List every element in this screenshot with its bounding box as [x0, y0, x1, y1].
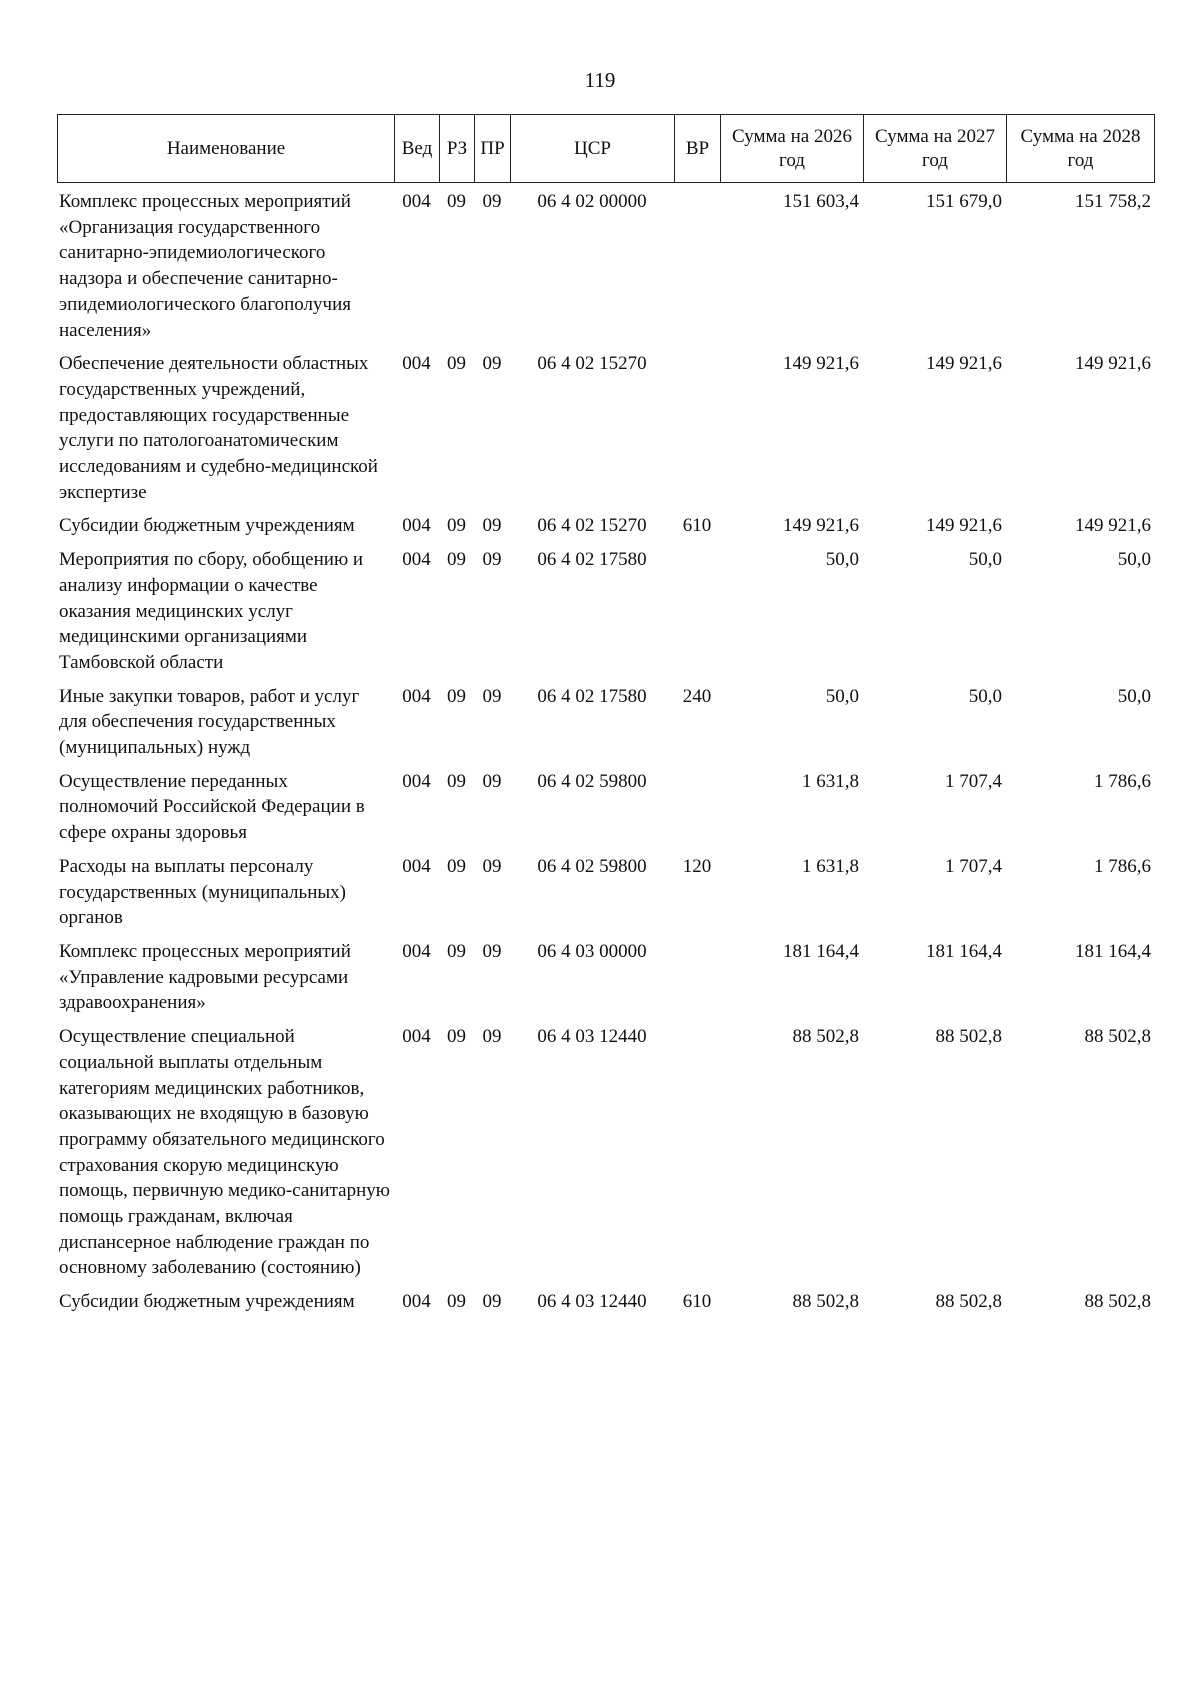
cell-sum-2027: 149 921,6	[926, 515, 1002, 537]
page-number: 119	[584, 68, 616, 92]
header-ved: Вед	[394, 115, 439, 182]
cell-pr: 09	[482, 549, 502, 571]
cell-pr: 09	[482, 191, 502, 212]
header-csr: ЦСР	[510, 115, 674, 182]
cell-pr: 09	[482, 855, 502, 877]
cell-sum-2026: 88 502,8	[792, 1291, 859, 1313]
cell-vr: 610	[682, 1291, 712, 1313]
cell-vr	[674, 933, 720, 1018]
cell-sum-2027: 88 502,8	[935, 1026, 1002, 1048]
cell-sum-2027: 149 921,6	[926, 353, 1002, 375]
header-rz: РЗ	[439, 115, 474, 182]
cell-name: Комплекс процессных мероприятий «Организация государственного санитарно-эпидемиологического надзора и обеспечение санитарно-эпидемиологического благополучия населения»	[59, 191, 351, 341]
cell-sum-2026: 181 164,4	[783, 940, 859, 962]
budget-table	[57, 114, 1155, 1317]
cell-sum-2026: 1 631,8	[802, 770, 859, 792]
cell-sum-2028: 149 921,6	[1075, 353, 1151, 375]
table-row	[57, 678, 1155, 763]
cell-pr: 09	[482, 1026, 502, 1048]
table-row	[57, 345, 1155, 507]
cell-ved: 004	[402, 1291, 431, 1313]
cell-sum-2026: 149 921,6	[783, 515, 859, 537]
cell-csr: 06 4 02 00000	[537, 191, 647, 212]
cell-name: Субсидии бюджетным учреждениям	[59, 515, 355, 537]
cell-sum-2028: 88 502,8	[1084, 1026, 1151, 1048]
cell-sum-2027: 50,0	[968, 685, 1002, 707]
table-body	[57, 183, 1155, 1317]
cell-vr	[674, 541, 720, 678]
cell-csr: 06 4 02 15270	[537, 515, 647, 537]
cell-rz: 09	[447, 515, 466, 537]
cell-sum-2028: 1 786,6	[1094, 770, 1151, 792]
cell-name: Обеспечение деятельности областных государственных учреждений, предоставляющих государственные услуги по патологоанатомическим исследованиям и судебно-медицинской экспертизе	[59, 353, 378, 503]
cell-sum-2026: 1 631,8	[802, 855, 859, 877]
cell-pr: 09	[482, 353, 502, 375]
cell-rz: 09	[447, 770, 466, 792]
cell-sum-2028: 151 758,2	[1075, 191, 1151, 212]
cell-csr: 06 4 03 00000	[537, 940, 647, 962]
cell-rz: 09	[447, 191, 466, 212]
cell-csr: 06 4 02 17580	[537, 549, 647, 571]
header-sum-2027: Сумма на 2027 год	[863, 115, 1006, 182]
cell-vr: 120	[682, 855, 712, 877]
cell-rz: 09	[447, 685, 466, 707]
cell-sum-2026: 149 921,6	[783, 353, 859, 375]
cell-pr: 09	[482, 685, 502, 707]
cell-ved: 004	[402, 1026, 431, 1048]
table-row	[57, 507, 1155, 541]
cell-pr: 09	[482, 1291, 502, 1313]
cell-sum-2026: 50,0	[825, 549, 859, 571]
table-row	[57, 763, 1155, 848]
cell-ved: 004	[402, 770, 431, 792]
cell-sum-2027: 1 707,4	[945, 770, 1002, 792]
cell-sum-2028: 149 921,6	[1075, 515, 1151, 537]
cell-sum-2028: 88 502,8	[1084, 1291, 1151, 1313]
cell-ved: 004	[402, 855, 431, 877]
table-header	[57, 114, 1155, 183]
cell-vr	[674, 183, 720, 345]
table-row	[57, 1283, 1155, 1317]
cell-vr	[674, 345, 720, 507]
table-row	[57, 848, 1155, 933]
cell-sum-2027: 50,0	[968, 549, 1002, 571]
cell-vr	[674, 763, 720, 848]
cell-name: Субсидии бюджетным учреждениям	[59, 1291, 355, 1313]
cell-sum-2028: 50,0	[1117, 685, 1151, 707]
header-vr: ВР	[674, 115, 720, 182]
cell-ved: 004	[402, 685, 431, 707]
cell-name: Осуществление специальной социальной выплаты отдельным категориям медицинских работников, оказывающих не входящую в базовую программу обязательного медицинского страхования скорую медицинскую помощь, первичную медико-санитарную помощь гражданам, включая диспансерное наблюдение граждан по основному заболеванию (состоянию)	[59, 1026, 390, 1279]
cell-sum-2028: 181 164,4	[1075, 940, 1151, 962]
cell-vr: 240	[682, 685, 712, 707]
cell-ved: 004	[402, 353, 431, 375]
cell-rz: 09	[447, 1026, 466, 1048]
cell-rz: 09	[447, 353, 466, 375]
cell-rz: 09	[447, 940, 466, 962]
cell-pr: 09	[482, 940, 502, 962]
table-row	[57, 541, 1155, 678]
cell-sum-2026: 151 603,4	[783, 191, 859, 212]
cell-csr: 06 4 03 12440	[537, 1026, 647, 1048]
table-row	[57, 1018, 1155, 1283]
cell-name: Расходы на выплаты персоналу государственных (муниципальных) органов	[59, 855, 346, 929]
cell-vr	[674, 1018, 720, 1283]
header-name: Наименование	[57, 115, 394, 182]
cell-sum-2028: 50,0	[1117, 549, 1151, 571]
header-pr: ПР	[474, 115, 510, 182]
cell-name: Мероприятия по сбору, обобщению и анализу информации о качестве оказания медицинских услуг медицинскими организациями Тамбовской области	[59, 549, 364, 673]
cell-ved: 004	[402, 515, 431, 537]
cell-rz: 09	[447, 855, 466, 877]
header-sum-2026: Сумма на 2026 год	[720, 115, 863, 182]
cell-sum-2027: 181 164,4	[926, 940, 1002, 962]
cell-rz: 09	[447, 1291, 466, 1313]
cell-sum-2027: 151 679,0	[926, 191, 1002, 212]
cell-pr: 09	[482, 515, 502, 537]
cell-ved: 004	[402, 191, 431, 212]
cell-vr: 610	[682, 515, 712, 537]
cell-name: Осуществление переданных полномочий Российской Федерации в сфере охраны здоровья	[59, 770, 365, 844]
cell-csr: 06 4 02 59800	[537, 770, 647, 792]
cell-pr: 09	[482, 770, 502, 792]
cell-csr: 06 4 02 59800	[537, 855, 647, 877]
table-row	[57, 183, 1155, 345]
table-row	[57, 933, 1155, 1018]
cell-name: Комплекс процессных мероприятий «Управление кадровыми ресурсами здравоохранения»	[59, 940, 351, 1014]
cell-sum-2027: 1 707,4	[945, 855, 1002, 877]
cell-sum-2028: 1 786,6	[1094, 855, 1151, 877]
cell-ved: 004	[402, 940, 431, 962]
cell-sum-2027: 88 502,8	[935, 1291, 1002, 1313]
cell-ved: 004	[402, 549, 431, 571]
cell-name: Иные закупки товаров, работ и услуг для обеспечения государственных (муниципальных) нужд	[59, 685, 360, 759]
cell-sum-2026: 88 502,8	[792, 1026, 859, 1048]
cell-sum-2026: 50,0	[825, 685, 859, 707]
cell-rz: 09	[447, 549, 466, 571]
header-sum-2028: Сумма на 2028 год	[1006, 115, 1155, 182]
cell-csr: 06 4 03 12440	[537, 1291, 647, 1313]
cell-csr: 06 4 02 15270	[537, 353, 647, 375]
cell-csr: 06 4 02 17580	[537, 685, 647, 707]
